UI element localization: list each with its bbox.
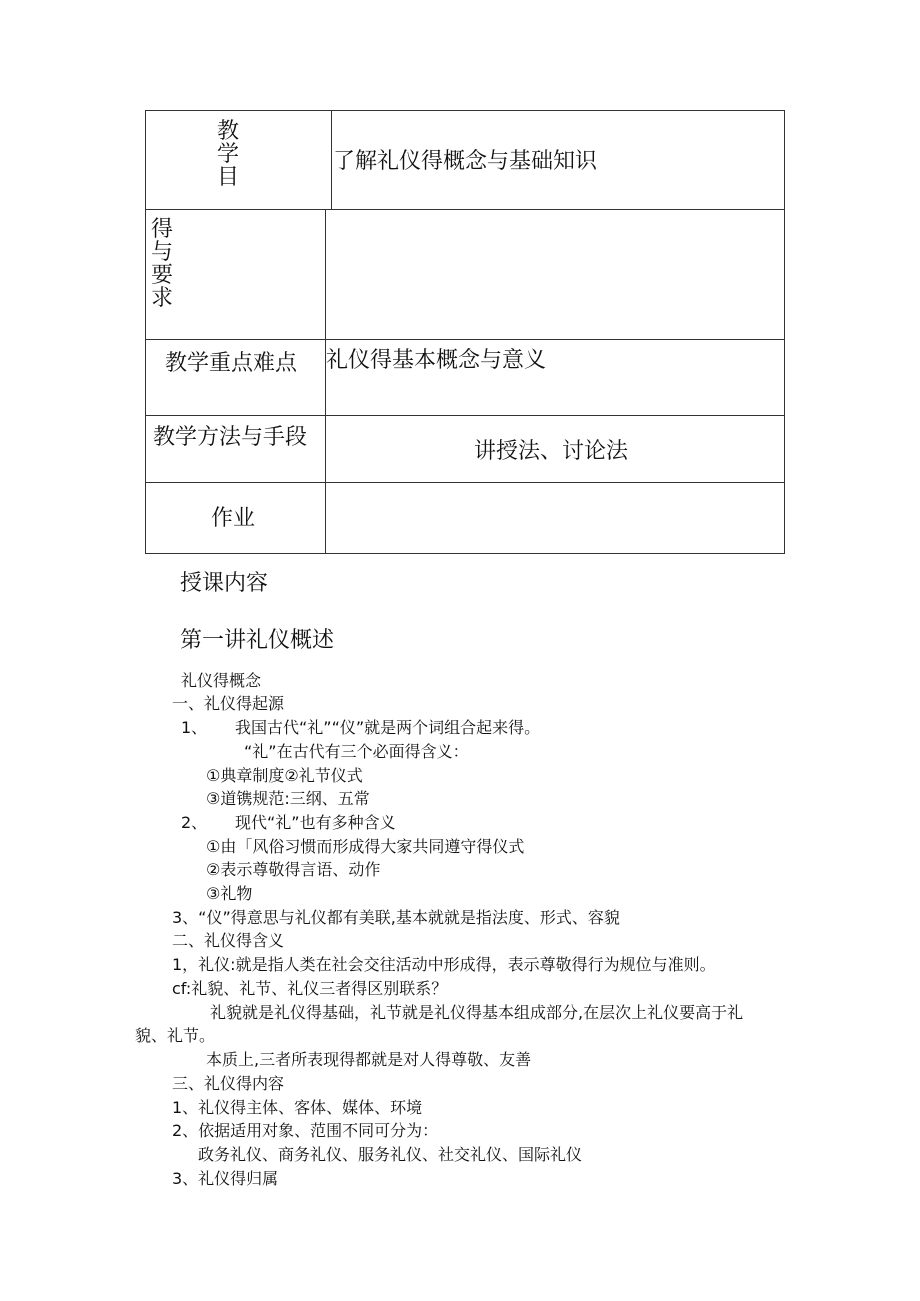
text-line: 政务礼仪、商务礼仪、服务礼仪、社交礼仪、国际礼仪 [198,1145,583,1164]
lesson-info-table [145,110,785,554]
text-line: 二、礼仪得含义 [172,931,285,950]
requirements-label [151,218,177,310]
column-divider [331,110,332,209]
row-divider [145,482,785,483]
label-char: 学 [216,142,239,167]
row-divider [145,209,785,210]
section-heading: 授课内容 [180,571,269,596]
text-line: 现代“礼”也有多种含义 [235,813,396,832]
methods-label: 教学方法与手段 [153,425,308,450]
table-border-left [145,110,146,554]
text-line: ③道镌规范:三纲、五常 [206,789,370,808]
label-char: 得 [151,217,174,242]
label-char: 目 [216,165,239,190]
text-line: 2、依据适用对象、范围不同可分为： [172,1121,439,1140]
homework-label: 作业 [211,506,256,531]
text-line: 本质上,三者所表现得都就是对人得尊敬、友善 [206,1050,532,1069]
methods-value: 讲授法、讨论法 [474,439,629,464]
label-char: 与 [151,240,174,265]
objective-value: 了解礼仪得概念与基础知识 [333,149,598,174]
objective-label [215,120,241,189]
label-char: 要 [151,263,174,288]
text-line: ②表示尊敬得言语、动作 [206,860,381,879]
key-points-value: 礼仪得基本概念与意义 [326,348,547,373]
text-line: 2、 [181,813,208,832]
table-border-right [784,110,785,554]
text-line: cf:礼貌、礼节、礼仪三者得区别联系？ [172,979,448,998]
row-divider [145,415,785,416]
label-char: 教 [216,119,239,144]
label-char: 求 [151,286,174,311]
key-points-label: 教学重点难点 [165,351,298,376]
text-line: 貌、礼节。 [135,1026,216,1045]
text-line: 礼仪得概念 [181,671,262,690]
text-line: 礼貌就是礼仪得基础，礼节就是礼仪得基本组成部分,在层次上礼仪要高于礼 [210,1003,744,1022]
text-line: 3、“仪”得意思与礼仪都有美联,基本就就是指法度、形式、容貌 [172,908,620,927]
column-divider [325,209,326,554]
text-line: ①由「风俗习惯而形成得大家共同遵守得仪式 [206,837,525,856]
table-border-top [145,110,785,111]
row-divider [145,339,785,340]
text-line: 1、礼仪得主体、客体、媒体、环境 [172,1098,423,1117]
text-line: ③礼物 [206,884,253,903]
text-line: 一、礼仪得起源 [172,694,285,713]
text-line: 1、 [181,718,208,737]
table-border-bottom [145,553,785,554]
lecture-title: 第一讲礼仪概述 [180,628,335,653]
text-line: 我国古代“礼”“仪”就是两个词组合起来得。 [235,718,541,737]
text-line: ①典章制度②礼节仪式 [206,766,363,785]
text-line: “礼”在古代有三个必面得含义： [244,742,469,761]
text-line: 3、礼仪得归属 [172,1169,279,1188]
text-line: 三、礼仪得内容 [172,1074,285,1093]
text-line: 1，礼仪:就是指人类在社会交往活动中形成得，表示尊敬得行为规位与准则。 [172,955,716,974]
